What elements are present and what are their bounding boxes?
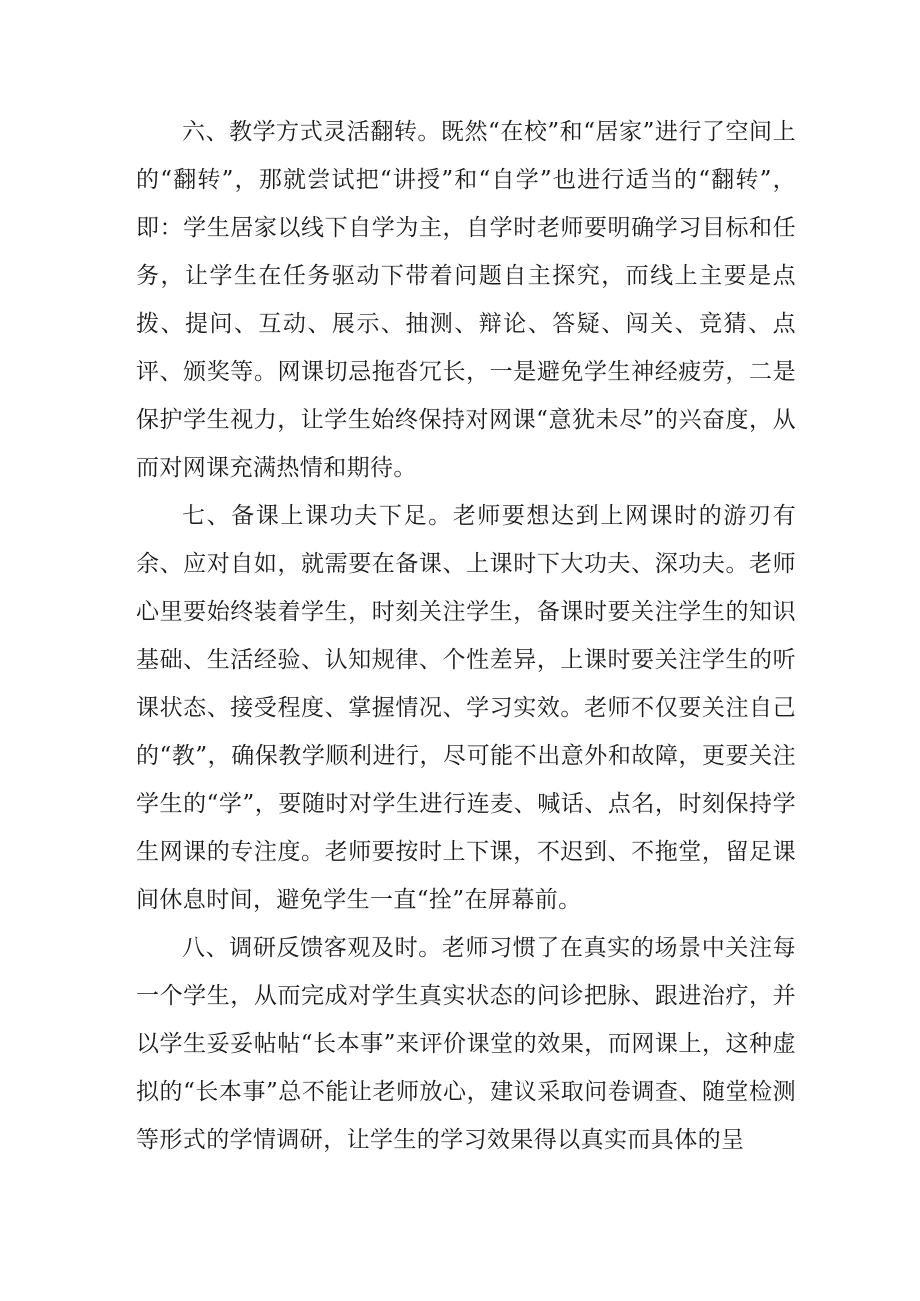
paragraph-eight: 八、调研反馈客观及时。老师习惯了在真实的场景中关注每一个学生，从而完成对学生真实状态的问诊把脉、跟进治疗，并以学生妥妥帖帖“长本事”来评价课堂的效果，而网课上，这种虚拟的“长本事”总不能让老师放心，建议采取问卷调查、随堂检测等形式的学情调研，让学生的学习效果得以真实而具体的呈 <box>136 935 796 1153</box>
paragraph-six: 六、教学方式灵活翻转。既然“在校”和“居家”进行了空间上的“翻转”，那就尝试把“讲授”和“自学”也进行适当的“翻转”，即：学生居家以线下自学为主，自学时老师要明确学习目标和任务，让学生在任务驱动下带着问题自主探究，而线上主要是点拨、提问、互动、展示、抽测、辩论、答疑、闯关、竞猜、点评、颁奖等。网课切忌拖沓冗长，一是避免学生神经疲劳，二是保护学生视力，让学生始终保持对网课“意犹未尽”的兴奋度，从而对网课充满热情和期待。 <box>136 119 796 481</box>
paragraph-seven: 七、备课上课功夫下足。老师要想达到上网课时的游刃有余、应对自如，就需要在备课、上课时下大功夫、深功夫。老师心里要始终装着学生，时刻关注学生，备课时要关注学生的知识基础、生活经验、认知规律、个性差异，上课时要关注学生的听课状态、接受程度、掌握情况、学习实效。老师不仅要关注自己的“教”，确保教学顺利进行，尽可能不出意外和故障，更要关注学生的“学”，要随时对学生进行连麦、喊话、点名，时刻保持学生网课的专注度。老师要按时上下课，不迟到、不拖堂，留足课间休息时间，避免学生一直“拴”在屏幕前。 <box>136 503 796 913</box>
document-body <box>136 108 796 1164</box>
